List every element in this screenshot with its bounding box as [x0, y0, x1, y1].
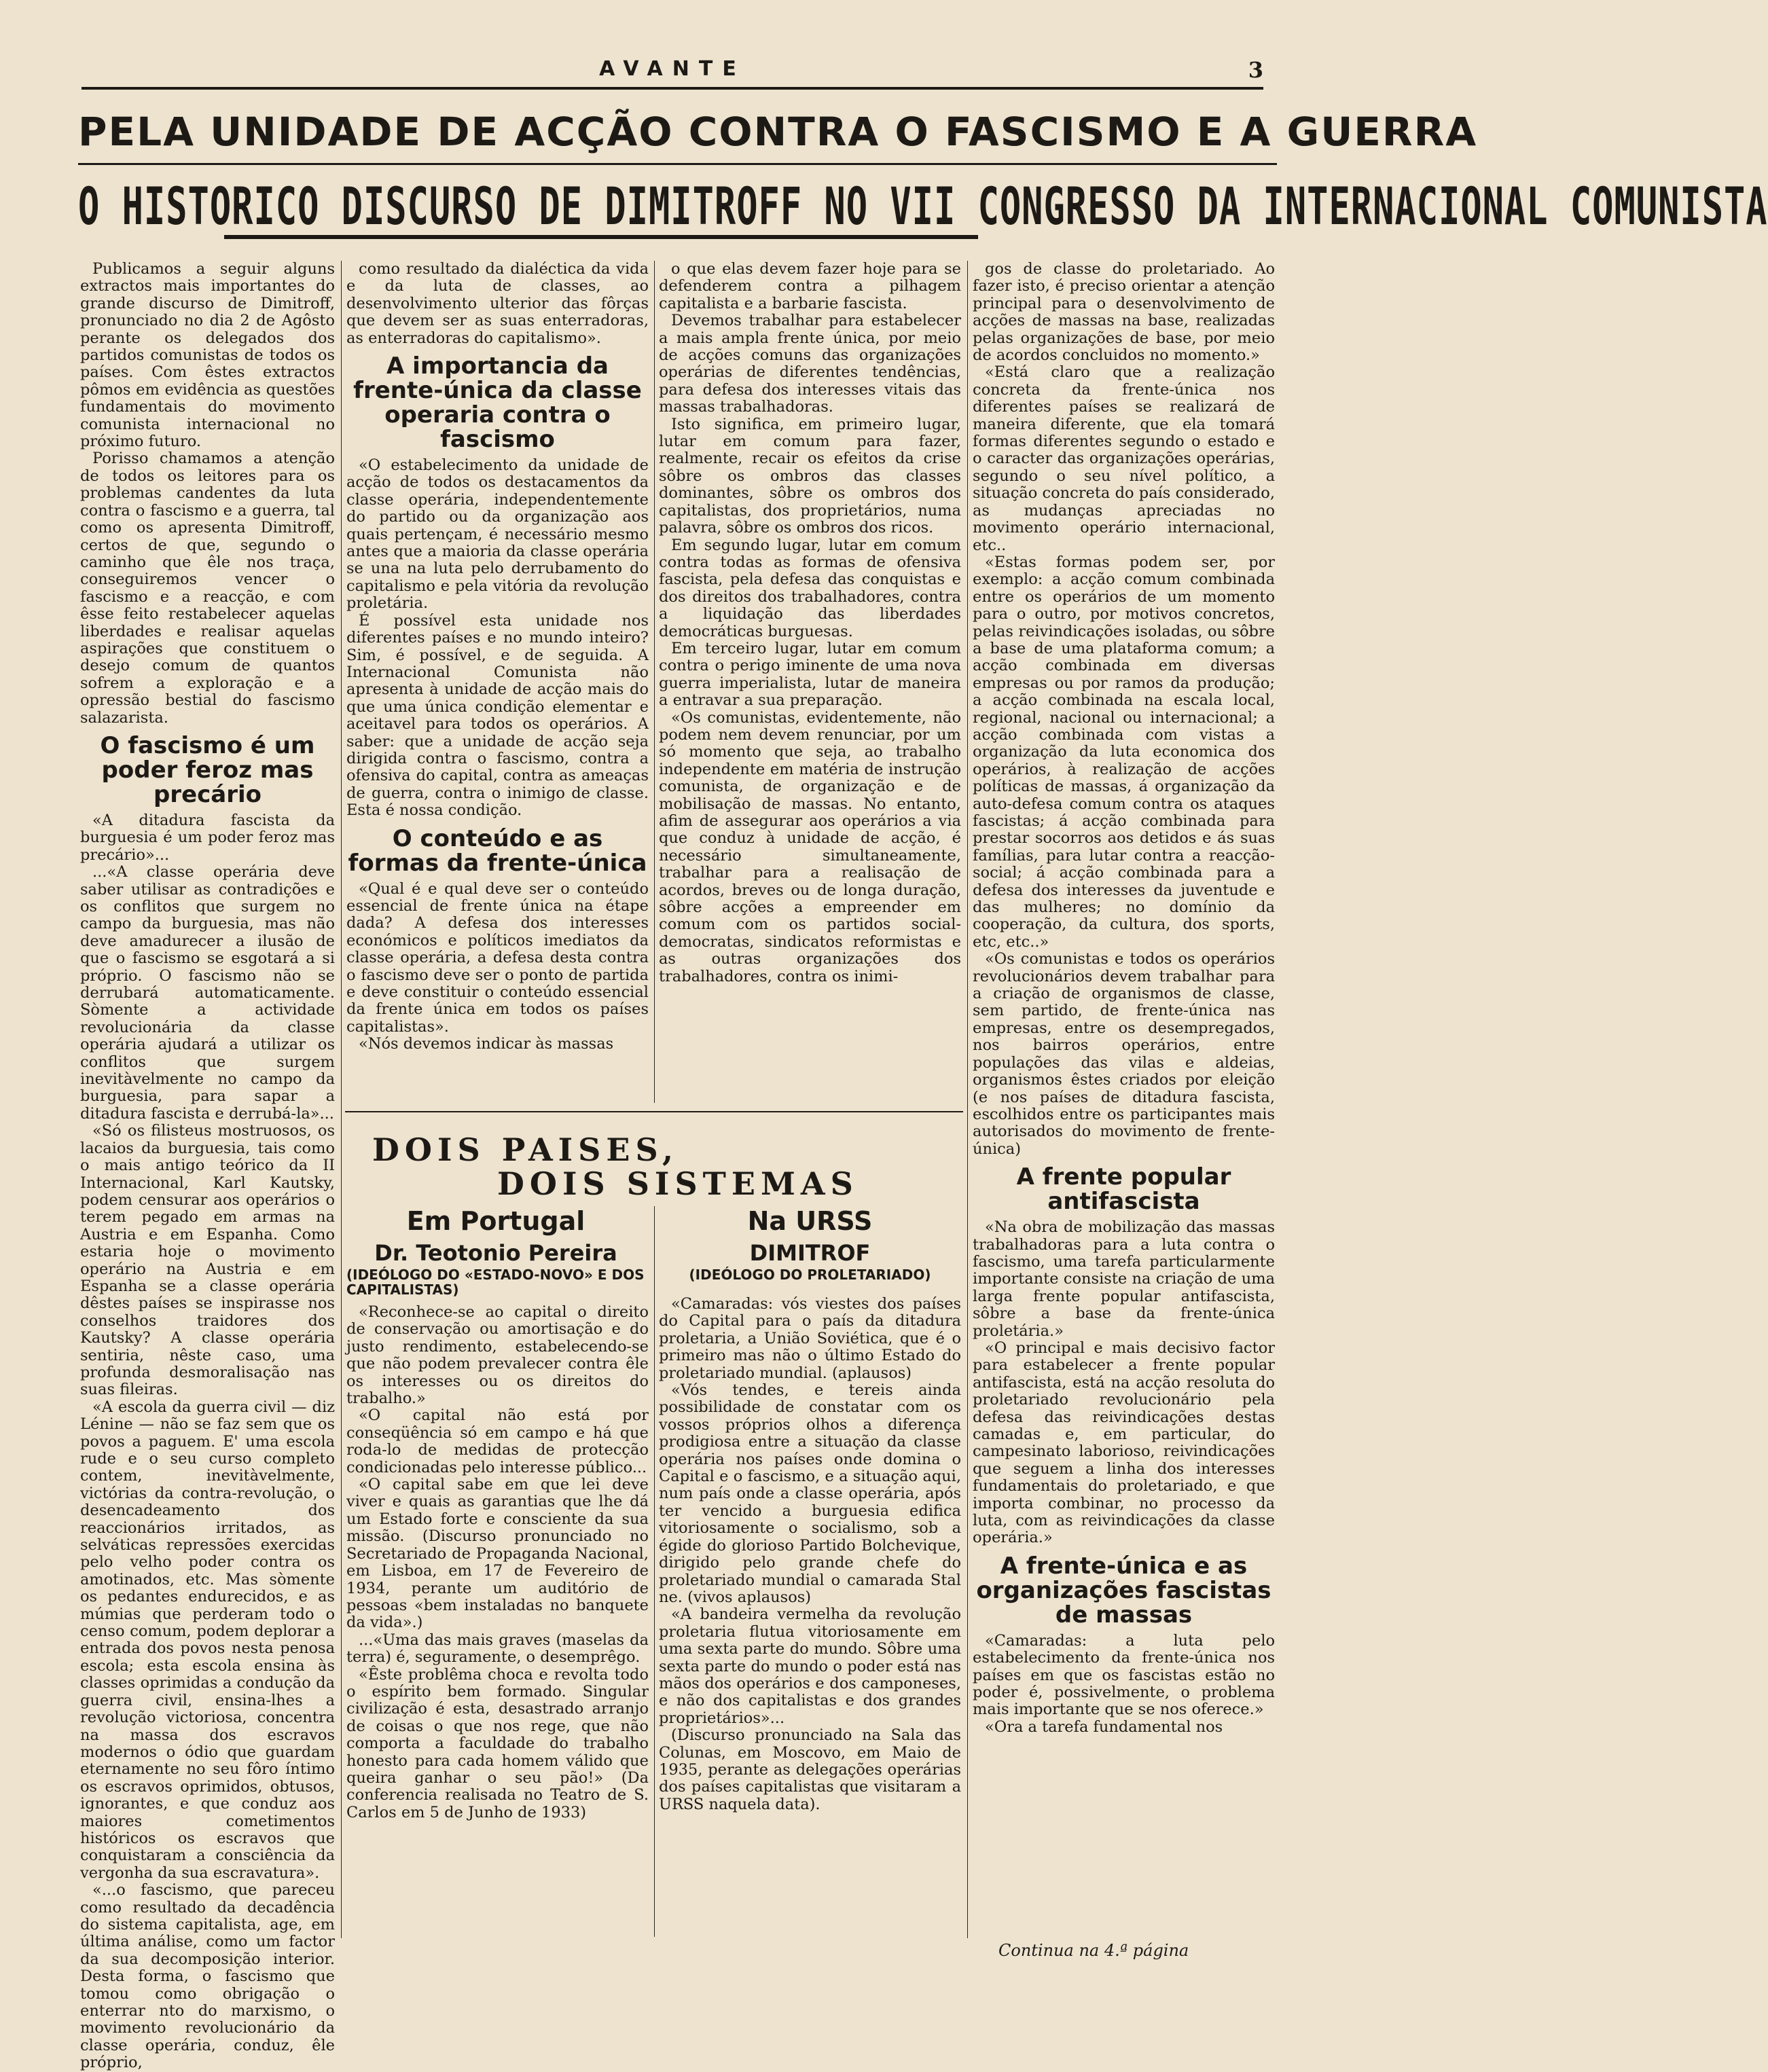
box-top-rule	[345, 1111, 963, 1112]
paragraph: «Reconhece-se ao capital o direito de conservação ou amortisação e do justo rendimento, estabelecendo-se que não podem prevalecer contra êle os interesses ou os direitos do trabalho.»	[346, 1303, 649, 1408]
paragraph: «O estabelecimento da unidade de acção de todos os destacamentos da classe operária, independentemente do partido ou da organização aos quais pertençam, é necessário mesmo antes que a maioria da classe operária se una na luta pelo derrubamento do capitalismo e pela vitória da revolução proletária.	[346, 456, 649, 613]
paragraph: Isto significa, em primeiro lugar, lutar em comum para fazer, realmente, recair os efeitos da crise sôbre os ombros das classes dominantes, sôbre os ombros dos capitalistas, dos proprietários, numa palavra, sôbre os ombros dos ricos.	[659, 415, 961, 537]
paragraph: Em terceiro lugar, lutar em comum contra o perigo iminente de uma nova guerra imperialista, lutar de maneira a entravar a sua preparação.	[659, 639, 961, 710]
paragraph: «Qual é e qual deve ser o conteúdo essencial de frente única na étape dada? A defesa dos interesses económicos e políticos imediatos da classe operária, a defesa desta contra o fascismo deve ser o ponto de partida e deve constituir o conteúdo essencial da frente única em todos os países capitalistas».	[346, 879, 649, 1036]
section-heading: A frente-única e as organizações fascistas de massas	[976, 1552, 1271, 1629]
column-2	[346, 261, 649, 1103]
portugal-author: Dr. Teotonio Pereira	[374, 1240, 617, 1266]
box-headline-line-1: DOIS PAISES,	[372, 1131, 679, 1168]
continued-note: Continua na 4.ª página	[998, 1941, 1189, 1960]
paragraph: ...«A classe operária deve saber utilisar as contradições e os conflitos que surgem no campo da burguesia, mas não deve amadurecer a ilusão de que o fascismo se esgotará a si próprio. O fascismo não se derrubará automaticamente. Sòmente a actividade revolucionária da classe operária ajudará a utilizar os conflitos que surgem inevitàvelmente no campo da burguesia, para sapar a ditadura fascista e derrubá-la»...	[80, 863, 335, 1123]
paragraph: «A bandeira vermelha da revolução proletaria flutua vitoriosamente em uma sexta parte do mundo. Sôbre uma sexta parte do mundo o poder está nas mãos dos operários e dos camponeses, e não dos capitalistas e dos grandes proprietários»...	[659, 1605, 961, 1727]
box-headline	[372, 1133, 971, 1201]
paragraph: o que elas devem fazer hoje para se defenderem contra a pilhagem capitalista e a barbarie fascista.	[659, 260, 961, 312]
section-heading: A frente popular antifascista	[1016, 1163, 1231, 1216]
sub-headline: O HISTORICO DISCURSO DE DIMITROFF NO VII CONGRESSO DA INTERNACIONAL COMUNISTA	[78, 178, 1768, 237]
paragraph: Porisso chamamos a atenção de todos os leitores para os problemas candentes da luta contra o fascismo e a guerra, tal como os apresenta Dimitroff, certos de que, segundo o caminho que êle nos traça, conseguiremos vencer o fascismo e a reacção, e com êsse feito restabelecer aquelas liberdades e realisar aquelas aspirações que constituem o desejo comum de quantos sofrem a exploração e a opressão bestial do fascismo salazarista.	[80, 450, 335, 727]
paragraph: «Estas formas podem ser, por exemplo: a acção comum combinada entre os operários de um momento para o outro, por motivos concretos, pelas reivindicações isoladas, ou sôbre a base de uma plataforma comum; a acção combinada em diversas empresas ou por ramos da produção; a acção combinada na escala local, regional, nacional ou internacional; a acção combinada com vistas a organização da luta economica dos operários, à realização de acções políticas de massas, á organização da auto-defesa comum contra os ataques fascistas; á acção combinada para prestar socorros aos detidos e ás suas famílias, para lutar contra a reacção-social; á acção combinada para a defesa dos interesses da juventude e das mulheres; no domínio da cooperação, da cultura, dos sports, etc, etc..»	[973, 553, 1275, 951]
paragraph: (Discurso pronunciado na Sala das Colunas, em Moscovo, em Maio de 1935, perante as delegações operárias dos países capitalistas que visitaram a URSS naquela data).	[659, 1726, 961, 1813]
paragraph: «Os comunistas, evidentemente, não podem nem devem renunciar, por um só momento que seja, ao trabalho independente em matéria de instrução comunista, de organização e de mobilisação de massas. No entanto, afim de assegurar aos operários a via que conduz à unidade de acção, é necessário simultaneamente, trabalhar para a realisação de acordos, breves ou de longa duração, sôbre acções a empreender em comum com os partidos social-democratas, sindicatos reformistas e as outras organizações dos trabalhadores, contra os inimi-	[659, 708, 961, 985]
column-divider	[654, 1206, 655, 1937]
column-divider	[654, 261, 655, 1103]
masthead	[82, 57, 1263, 84]
paragraph: «Só os filisteus mostruosos, os lacaios da burguesia, tais como o mais antigo teórico da II Internacional, Karl Kautsky, podem censurar aos operários o terem pegado em armas na Austria e em Espanha. Como estaria hoje o movimento operário na Austria e em Espanha se a classe operária dêstes países se inspirasse nos conselhos traidores dos Kautsky? A classe operária sentiria, nêste caso, uma profunda desmoralisação nas suas fileiras.	[80, 1122, 335, 1399]
paragraph: Publicamos a seguir alguns extractos mais importantes do grande discurso de Dimitroff, pronunciado no dia 2 de Agôsto perante os delegados dos partidos comunistas de todos os países. Com êstes extractos pômos em evidência as questões fundamentais do movimento comunista internacional no próximo futuro.	[80, 260, 335, 451]
urss-text	[659, 1296, 961, 1934]
paragraph: como resultado da dialéctica da vida e da luta de classes, ao desenvolvimento ulterior das fôrças que devem ser as suas enterradoras, as enterradoras do capitalismo».	[346, 260, 649, 347]
portugal-text	[346, 1304, 649, 1935]
column-1	[80, 260, 335, 2072]
portugal-role: (IDEÓLOGO DO «ESTADO-NOVO» E DOS CAPITALISTAS)	[346, 1267, 645, 1298]
paragraph: «A escola da guerra civil — diz Lénine — não se faz sem que os povos a paguem. E' uma escola rude e o seu curso completo contem, inevitàvelmente, victórias da contra-revolução, o desencadeamento dos reaccionários irritados, as selváticas repressões exercidas pelo velho poder contra os amotinados, etc. Mas sòmente os pedantes endurecidos, e as múmias que perderam todo o censo comum, podem deplorar a entrada dos povos nesta penosa escola; esta escola ensina às classes oprimidas a condução da guerra civil, ensina-lhes a revolução victoriosa, concentra na massa dos escravos modernos o ódio que guardam eternamente no seu fôro íntimo os escravos oprimidos, obtusos, ignorantes, e que conduz aos maiores cometimentos históricos os escravos que conquistaram a consciência da vergonha da sua escravatura».	[80, 1398, 335, 1882]
paragraph: É possível esta unidade nos diferentes países e no mundo inteiro? Sim, é possível, e de seguida. A Internacional Comunista não apresenta à unidade de acção mais do que uma única condição elementar e aceitavel para todos os operários. A saber: que a unidade de acção seja dirigida contra o fascismo, contra a ofensiva do capital, contra as ameaças de guerra, contra o inimigo de classe. Esta é nossa condição.	[346, 611, 649, 820]
paragraph: «Nós devemos indicar às massas	[359, 1035, 614, 1053]
column-divider	[967, 261, 968, 1938]
sub-headline-rule	[224, 235, 978, 239]
masthead-rule	[82, 87, 1263, 90]
paragraph: «Camaradas: vós viestes dos países do Capital para o país da ditadura proletaria, a União Soviética, que é o primeiro mas não o último Estado do proletariado mundial. (aplausos)	[659, 1295, 961, 1382]
paragraph: «Os comunistas e todos os operários revolucionários devem trabalhar para a criação de organismos de classe, sem partido, de frente-única nas empresas, entre os desempregados, nos bairros operários, entre populações das vilas e aldeias, organismos êstes criados por eleição (e nos países de ditadura fascista, escolhidos entre os participantes mais autorisados do movimento de frente-única)	[973, 950, 1275, 1158]
paragraph: «O capital não está por conseqüência só em campo e há que roda-lo de medidas de protecção condicionadas pelo interesse público...	[346, 1406, 649, 1476]
page-number: 3	[1248, 57, 1263, 83]
urss-role: (IDEÓLOGO DO PROLETARIADO)	[689, 1267, 931, 1283]
main-headline: PELA UNIDADE DE ACÇÃO CONTRA O FASCISMO E A GUERRA	[78, 109, 1478, 155]
paragraph: gos de classe do proletariado. Ao fazer isto, é preciso orientar a atenção principal para o desenvolvimento de acções de massas na base, realizadas pelas organizações de base, por meio de acordos concluidos no momento.»	[973, 260, 1275, 365]
column-3	[659, 261, 961, 1103]
paragraph: «...o fascismo, que pareceu como resultado da decadência do sistema capitalista, age, em última análise, como um factor da sua decomposição interior. Desta forma, o fascismo que tomou como obrigação o enterrar nto do marxismo, o movimento revolucionário da classe operária, conduz, êle próprio,	[80, 1881, 335, 2072]
paragraph: Devemos trabalhar para estabelecer a mais ampla frente única, por meio de acções comuns das organizações operárias de diferentes tendências, para defesa dos interesses vitais das massas trabalhadoras.	[659, 312, 961, 416]
section-heading: A importancia da frente-única da classe operaria contra o fascismo	[353, 352, 642, 454]
paragraph: «O capital sabe em que lei deve viver e quais as garantias que lhe dá um Estado forte e consciente da sua missão. (Discurso pronunciado no Secretariado de Propaganda Nacional, em Lisboa, em 17 de Fevereiro de 1934, perante um auditório de pessoas «bem instaladas no banquete da vida».)	[346, 1476, 649, 1632]
section-heading: O fascismo é um poder feroz mas precário	[100, 731, 315, 808]
portugal-title: Em Portugal	[406, 1206, 585, 1236]
urss-author: DIMITROF	[749, 1240, 871, 1266]
paragraph: «A ditadura fascista da burguesia é um poder feroz mas precário»...	[80, 811, 335, 864]
paragraph: «Está claro que a realização concreta da frente-única nos diferentes países se realizará de maneira diferente, que ela tomará formas diferentes segundo o estado e o caracter das organizações operárias, segundo o seu nível político, a situação concreta do país considerado, as mudanças apreciadas no movimento operário internacional, etc..	[973, 363, 1275, 554]
box-headline-line-2: DOIS SISTEMAS	[497, 1165, 859, 1202]
urss-title: Na URSS	[747, 1206, 873, 1236]
paragraph: «Camaradas: a luta pelo estabelecimento da frente-única nos países em que os fascistas estão no poder é, possivelmente, o problema mais importante que se nos oferece.»	[973, 1631, 1275, 1719]
column-divider	[341, 261, 342, 1938]
masthead-title: AVANTE	[599, 57, 746, 81]
paragraph: ...«Uma das mais graves (maselas da terra) é, seguramente, o desemprêgo.	[346, 1631, 649, 1667]
column-4	[973, 261, 1275, 1933]
paragraph: «Na obra de mobilização das massas trabalhadoras para a luta contra o fascismo, uma tarefa particularmente importante consiste na criação de uma larga frente popular antifascista, sôbre a base da frente-única proletária.»	[973, 1218, 1275, 1340]
paragraph: «Vós tendes, e tereis ainda possibilidade de constatar com os vossos próprios olhos a diferença prodigiosa entre a situação da classe operária nos países onde domina o Capital e o fascismo, e a situação aqui, num país onde a classe operária, após ter vencido a burguesia edifica vitoriosamente o socialismo, sob a égide do glorioso Partido Bolchevique, dirigido pelo grande chefe do proletariado mundial o camarada Stal ne. (vivos aplausos)	[659, 1381, 961, 1606]
paragraph: «Ora a tarefa fundamental nos	[985, 1717, 1223, 1736]
paragraph: «Êste problêma choca e revolta todo o espírito bem formado. Singular civilização é esta, desastrado arranjo de coisas o que nos rege, que não comporta a faculdade do trabalho honesto para cada homem válido que queira ganhar o seu pão!» (Da conferencia realisada no Teatro de S. Carlos em 5 de Junho de 1933)	[346, 1665, 649, 1821]
section-heading: O conteúdo e as formas da frente-única	[348, 824, 647, 877]
paragraph: Em segundo lugar, lutar em comum contra todas as formas de ofensiva fascista, pela defesa das conquistas e dos direitos dos trabalhadores, contra a liquidação das liberdades democráticas burguesas.	[659, 536, 961, 640]
headline-rule	[78, 163, 1277, 165]
paragraph: «O principal e mais decisivo factor para estabelecer a frente popular antifascista, está na acção resoluta do proletariado revolucionário pela defesa das reivindicações destas camadas e, em particular, do campesinato laborioso, reivindicações que seguem a linha dos interesses fundamentais do proletariado, e que importa combinar, no processo da luta, com as reivindicações da classe operária.»	[973, 1339, 1275, 1547]
